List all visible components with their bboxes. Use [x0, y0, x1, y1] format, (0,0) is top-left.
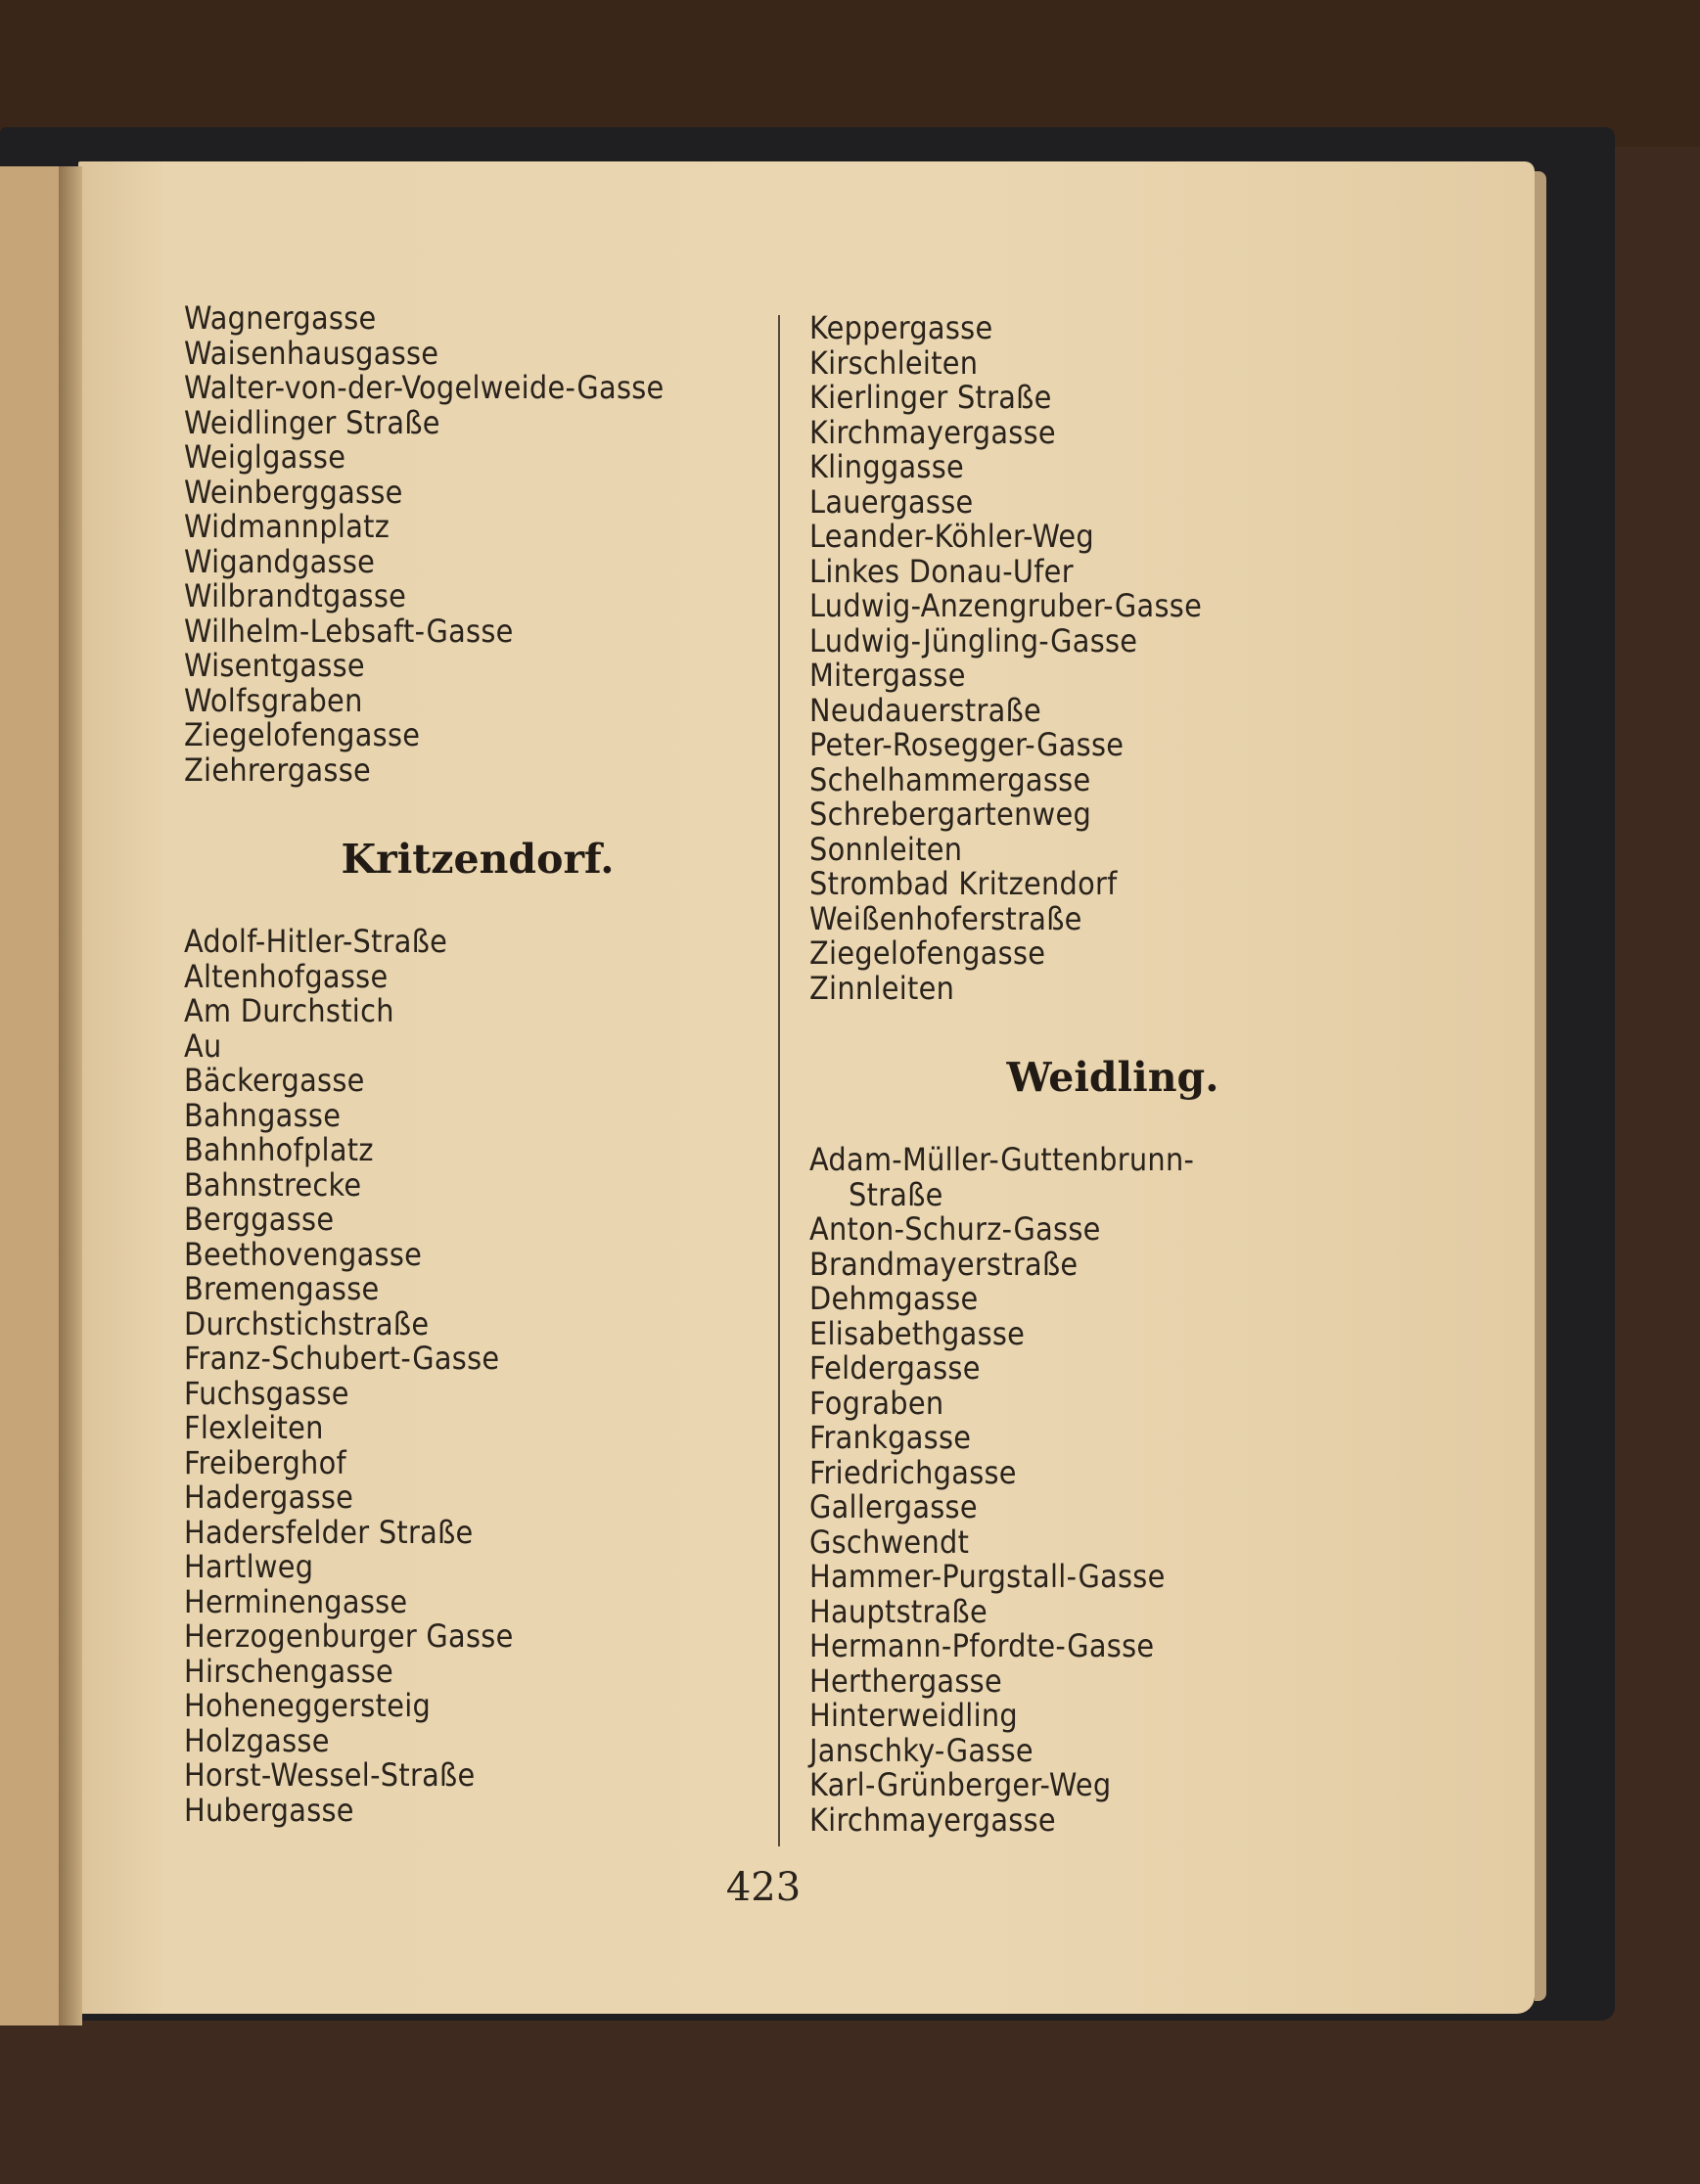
street-name: Ziegelofengasse — [809, 934, 1046, 972]
street-name: Herthergasse — [809, 1661, 1002, 1700]
page-fore-edge — [1535, 171, 1546, 2001]
street-name: Ludwig-Anzengruber-Gasse — [809, 587, 1203, 624]
street-name: Ludwig-Jüngling-Gasse — [809, 621, 1138, 660]
street-name: Janschky-Gasse — [809, 1731, 1034, 1769]
street-name: Ziehrergasse — [184, 751, 372, 789]
right-column — [809, 311, 1416, 1838]
street-name: Keppergasse — [809, 309, 993, 346]
street-name: Brandmayerstraße — [809, 1245, 1079, 1283]
street-name: Horst-Wessel-Straße — [184, 1756, 476, 1794]
street-name: Bahnstrecke — [184, 1165, 362, 1204]
street-name: Beethovengasse — [184, 1235, 423, 1273]
street-name: Peter-Rosegger-Gasse — [809, 726, 1125, 763]
street-name: Kirchmayergasse — [809, 413, 1056, 451]
street-name: Weißenhoferstraße — [809, 899, 1082, 937]
street-name: Fograben — [809, 1384, 944, 1422]
street-name: Herzogenburger Gasse — [184, 1617, 514, 1655]
street-name: Neudauerstraße — [809, 691, 1042, 729]
street-name: Elisabethgasse — [809, 1314, 1026, 1352]
column-divider — [778, 315, 780, 1846]
page-number: 423 — [725, 1865, 802, 1910]
street-name: Kierlinger Straße — [809, 379, 1052, 416]
street-name: Weiglgasse — [184, 438, 346, 476]
street-name: Hammer-Purgstall-Gasse — [809, 1558, 1166, 1595]
street-name: Hirschengasse — [184, 1652, 394, 1690]
street-name: Herminengasse — [184, 1582, 408, 1620]
section-heading-kritzendorf: Kritzendorf. — [341, 836, 615, 883]
street-name: Waisenhausgasse — [184, 334, 439, 372]
street-name: Sonnleiten — [809, 830, 963, 868]
street-name: Wisentgasse — [184, 647, 365, 684]
street-name: Zinnleiten — [809, 969, 955, 1007]
street-name: Gschwendt — [809, 1523, 970, 1561]
street-name: Bahngasse — [184, 1096, 342, 1134]
street-name: Hartlweg — [184, 1548, 314, 1585]
street-name: Ziegelofengasse — [184, 716, 421, 753]
street-name: Wilhelm-Lebsaft-Gasse — [184, 612, 514, 650]
street-name: Schelhammergasse — [809, 760, 1091, 798]
street-name: Strombad Kritzendorf — [809, 865, 1118, 902]
street-name: Berggasse — [184, 1201, 335, 1238]
street-name: Kirchmayergasse — [809, 1800, 1056, 1839]
street-name: Hinterweidling — [809, 1697, 1019, 1734]
street-name: Fuchsgasse — [184, 1374, 349, 1412]
street-name: Bremengasse — [184, 1270, 380, 1307]
weidling-street-list — [809, 1143, 1416, 1838]
street-name: Weinberggasse — [184, 473, 403, 511]
street-name: Friedrichgasse — [809, 1453, 1017, 1491]
street-name: Hoheneggersteig — [184, 1687, 432, 1724]
street-name: Wolfsgraben — [184, 681, 363, 719]
street-name: Hadersfelder Straße — [184, 1513, 474, 1551]
street-name: Schrebergartenweg — [809, 796, 1092, 833]
left-street-list — [184, 301, 771, 788]
street-name: Leander-Köhler-Weg — [809, 518, 1094, 555]
street-name: Hauptstraße — [809, 1592, 988, 1630]
street-name: Karl-Grünberger-Weg — [809, 1766, 1112, 1803]
street-name: Anton-Schurz-Gasse — [809, 1210, 1101, 1248]
street-name: Walter-von-der-Vogelweide-Gasse — [184, 369, 665, 406]
street-name: Dehmgasse — [809, 1280, 979, 1317]
street-name: Wagnergasse — [184, 299, 377, 337]
street-name: Hubergasse — [184, 1791, 354, 1829]
street-name: Feldergasse — [809, 1349, 981, 1387]
street-name: Widmannplatz — [184, 508, 391, 545]
street-name: Wilbrandtgasse — [184, 577, 407, 614]
street-name: Kirschleiten — [809, 343, 979, 382]
street-name: Weidlinger Straße — [184, 403, 440, 441]
street-name: Lauergasse — [809, 482, 974, 521]
street-name: Adam-Müller-Guttenbrunn- — [809, 1141, 1195, 1178]
street-name: Hadergasse — [184, 1479, 354, 1516]
street-name: Frankgasse — [809, 1419, 972, 1456]
street-name: Mitergasse — [809, 657, 966, 694]
street-name: Durchstichstraße — [184, 1304, 430, 1342]
street-name: Holzgasse — [184, 1721, 330, 1759]
kritzendorf-street-list — [184, 925, 771, 1828]
right-street-list — [809, 311, 1416, 1006]
street-name: Hermann-Pfordte-Gasse — [809, 1627, 1155, 1664]
street-name: Au — [184, 1026, 222, 1065]
background-top — [0, 0, 1700, 147]
street-name: Flexleiten — [184, 1409, 324, 1446]
street-name: Wigandgasse — [184, 542, 376, 580]
street-name: Franz-Schubert-Gasse — [184, 1340, 500, 1377]
left-column — [184, 301, 771, 1828]
page-gutter — [59, 166, 82, 2025]
street-name: Freiberghof — [184, 1443, 346, 1481]
street-name: Bahnhofplatz — [184, 1131, 374, 1168]
street-name: Am Durchstich — [184, 992, 394, 1029]
section-heading-weidling: Weidling. — [1006, 1054, 1219, 1101]
street-name: Bäckergasse — [184, 1062, 365, 1099]
street-name: Linkes Donau-Ufer — [809, 552, 1074, 590]
street-name: Gallergasse — [809, 1488, 978, 1525]
street-name: Altenhofgasse — [184, 957, 389, 995]
street-name: Straße — [849, 1175, 943, 1213]
street-name: Klinggasse — [809, 448, 965, 485]
street-name: Adolf-Hitler-Straße — [184, 923, 448, 960]
